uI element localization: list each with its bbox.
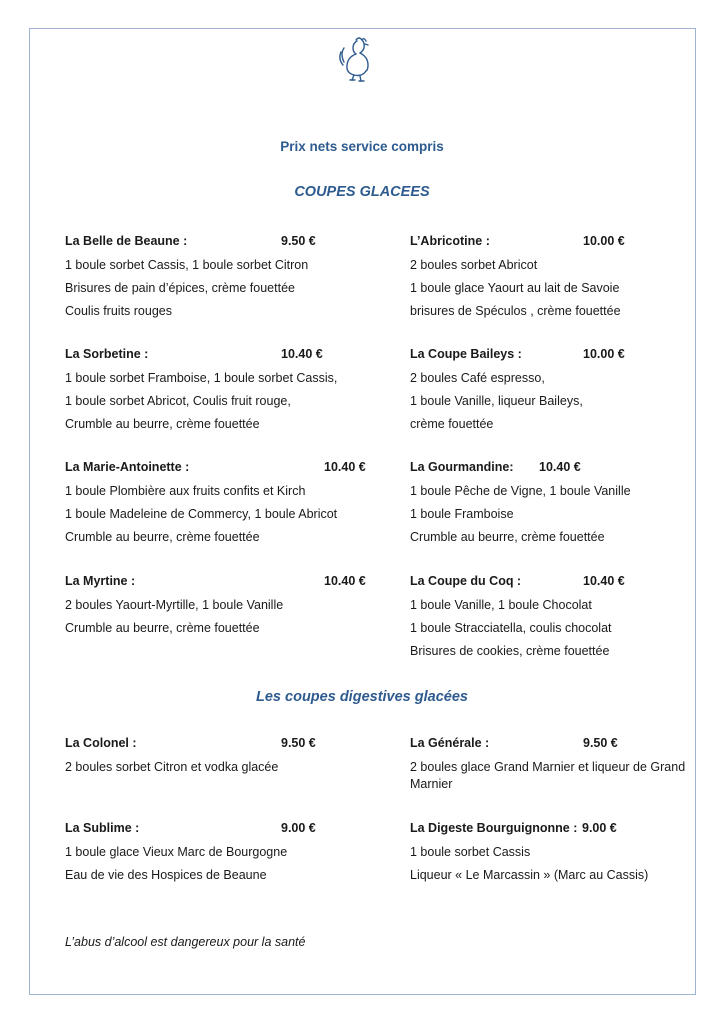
item-price: 10.40 € — [583, 574, 625, 588]
item-description: Crumble au beurre, crème fouettée — [410, 530, 605, 544]
item-description: 1 boule Pêche de Vigne, 1 boule Vanille — [410, 484, 631, 498]
item-description: 2 boules sorbet Citron et vodka glacée — [65, 760, 279, 774]
item-description: 2 boules sorbet Abricot — [410, 258, 538, 272]
rooster-icon — [336, 34, 380, 82]
item-name: La Coupe Baileys : — [410, 347, 522, 361]
price-note: Prix nets service compris — [280, 139, 444, 154]
menu-item — [410, 347, 625, 436]
item-price: 10.00 € — [583, 234, 625, 248]
item-description: 1 boule Madeleine de Commercy, 1 boule Abricot — [65, 507, 338, 521]
item-price: 10.40 € — [324, 574, 366, 588]
item-name: La Sublime : — [65, 821, 140, 835]
item-description: Brisures de cookies, crème fouettée — [410, 644, 610, 658]
item-description: 1 boule Vanille, 1 boule Chocolat — [410, 598, 592, 612]
item-description: 1 boule Framboise — [410, 507, 514, 521]
item-description: 2 boules Yaourt-Myrtille, 1 boule Vanille — [65, 598, 284, 612]
menu-item — [65, 574, 366, 640]
alcohol-warning: L’abus d’alcool est dangereux pour la santé — [65, 935, 306, 949]
item-description: 1 boule Stracciatella, coulis chocolat — [410, 621, 612, 635]
item-description: Eau de vie des Hospices de Beaune — [65, 868, 267, 882]
item-name: L’Abricotine : — [410, 234, 490, 248]
item-name: La Gourmandine: — [410, 460, 514, 474]
item-price: 9.50 € — [281, 736, 316, 750]
item-description: brisures de Spéculos , crème fouettée — [410, 304, 621, 318]
item-name: La Générale : — [410, 736, 490, 750]
item-description: Brisures de pain d’épices, crème fouettée — [65, 281, 295, 295]
item-price: 9.00 € — [281, 821, 316, 835]
item-price: 10.40 € — [539, 460, 581, 474]
item-name: La Digeste Bourguignonne : — [410, 821, 578, 835]
menu-item — [65, 234, 316, 323]
item-description: Liqueur « Le Marcassin » (Marc au Cassis) — [410, 868, 649, 882]
item-description: 1 boule glace Yaourt au lait de Savoie — [410, 281, 620, 295]
item-name: La Sorbetine : — [65, 347, 149, 361]
item-description: Crumble au beurre, crème fouettée — [65, 417, 260, 431]
item-description: 2 boules glace Grand Marnier et liqueur de Grand Marnier — [410, 760, 686, 791]
menu-item — [65, 821, 316, 887]
item-description: 1 boule sorbet Abricot, Coulis fruit rouge, — [65, 394, 291, 408]
item-price: 10.40 € — [281, 347, 323, 361]
item-price: 10.40 € — [324, 460, 366, 474]
item-price: 9.00 € — [582, 821, 617, 835]
item-name: La Coupe du Coq : — [410, 574, 522, 588]
item-name: La Marie-Antoinette : — [65, 460, 190, 474]
item-description: 1 boule sorbet Framboise, 1 boule sorbet Cassis, — [65, 371, 338, 385]
menu-item — [410, 821, 648, 887]
item-price: 9.50 € — [281, 234, 316, 248]
item-description: 1 boule sorbet Cassis — [410, 845, 531, 859]
item-name: La Myrtine : — [65, 574, 136, 588]
item-description: Crumble au beurre, crème fouettée — [65, 530, 260, 544]
item-description: 1 boule Vanille, liqueur Baileys, — [410, 394, 583, 408]
menu-item — [65, 347, 337, 436]
item-name: La Belle de Beaune : — [65, 234, 188, 248]
item-name: La Colonel : — [65, 736, 137, 750]
menu-item — [410, 234, 625, 323]
item-description: Crumble au beurre, crème fouettée — [65, 621, 260, 635]
item-description: 1 boule Plombière aux fruits confits et Kirch — [65, 484, 306, 498]
menu-item — [65, 460, 366, 549]
menu-item — [410, 736, 695, 793]
item-description: 2 boules Café espresso, — [410, 371, 545, 385]
item-description: Coulis fruits rouges — [65, 304, 172, 318]
section-title-coupes-digestives: Les coupes digestives glacées — [256, 689, 468, 705]
item-price: 10.00 € — [583, 347, 625, 361]
menu-item — [410, 574, 625, 663]
item-price: 9.50 € — [583, 736, 618, 750]
menu-item — [410, 460, 631, 549]
menu-item — [65, 736, 316, 779]
section-title-coupes-glacees: COUPES GLACEES — [294, 184, 430, 200]
item-description: 1 boule glace Vieux Marc de Bourgogne — [65, 845, 288, 859]
item-description: crème fouettée — [410, 417, 494, 431]
item-description: 1 boule sorbet Cassis, 1 boule sorbet Citron — [65, 258, 309, 272]
